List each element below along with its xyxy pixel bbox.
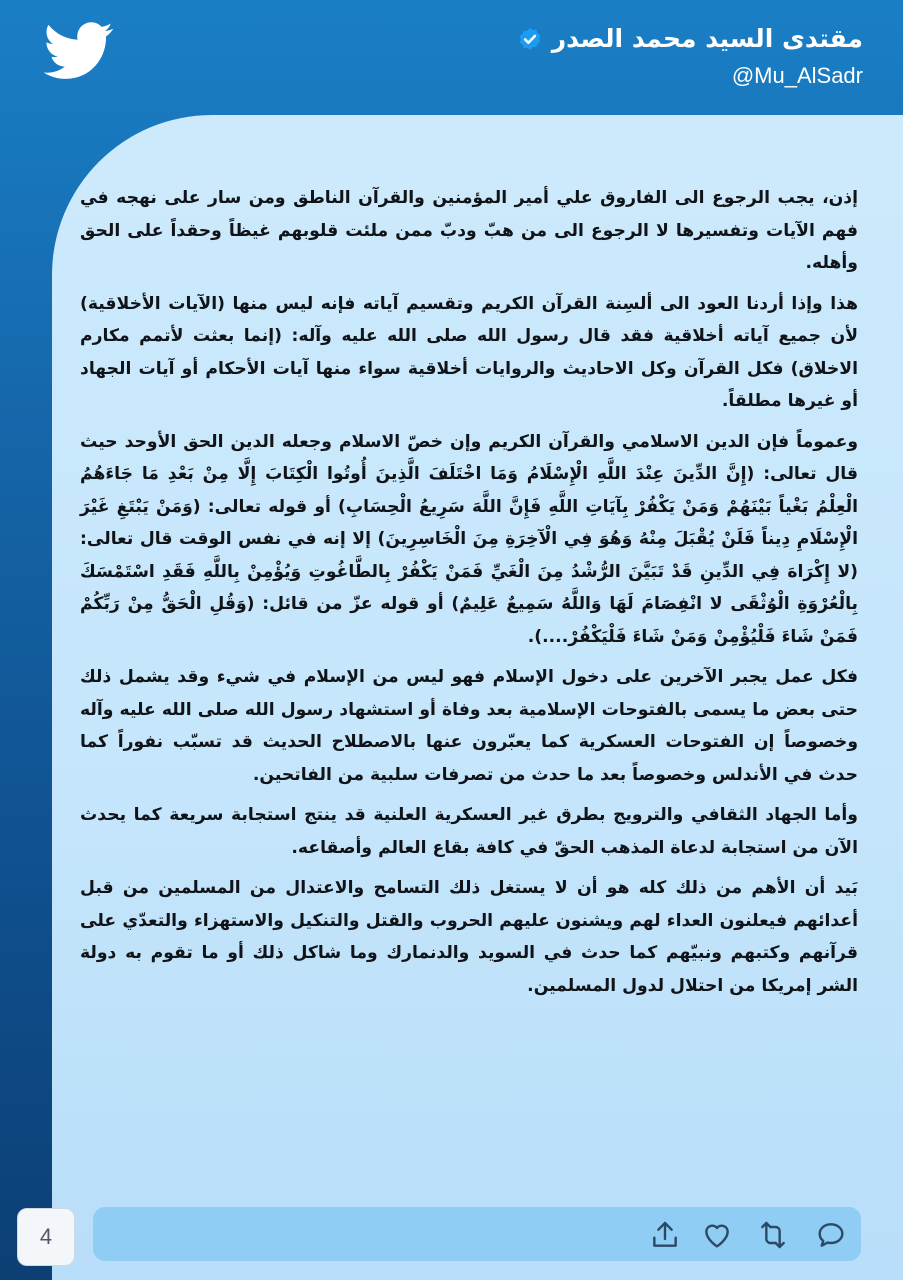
tweet-paragraph: وعموماً فإن الدين الاسلامي والقرآن الكريم وإن خصّ الاسلام وجعله الدين الحق الأوحد حيث قال تعالى: (إِنَّ الدِّينَ عِنْدَ اللَّهِ الْإِسْلَامُ وَمَا اخْتَلَفَ الَّذِينَ أُوتُوا الْكِتَابَ إِلَّا مِنْ بَعْدِ مَا جَاءَهُمُ الْعِلْمُ بَغْياً بَيْنَهُمْ وَمَنْ يَكْفُرْ بِآيَاتِ اللَّهِ فَإِنَّ اللَّهَ سَرِيعُ الْحِسَابِ) أو قوله تعالى: (وَمَنْ يَبْتَغِ غَيْرَ الْإِسْلَامِ دِيناً فَلَنْ يُقْبَلَ مِنْهُ وَهُوَ فِي الْآخِرَةِ مِنَ الْخَاسِرِينَ) إلا إنه في نفس الوقت قال تعالى: (لا إِكْرَاهَ فِي الدِّينِ قَدْ تَبَيَّنَ الرُّشْدُ مِنَ الْغَيِّ فَمَنْ يَكْفُرْ بِالطَّاغُوتِ وَيُؤْمِنْ بِاللَّهِ فَقَدِ اسْتَمْسَكَ بِالْعُرْوَةِ الْوُثْقَى لا انْفِصَامَ لَهَا وَاللَّهُ سَمِيعٌ عَلِيمٌ) أو قوله عزّ من قائل: (وَقُلِ الْحَقُّ مِنْ رَبِّكُمْ فَمَنْ شَاءَ فَلْيُؤْمِنْ وَمَنْ شَاءَ فَلْيَكْفُرْ....). [80, 431, 858, 647]
reply-button[interactable] [815, 1219, 847, 1251]
page-number-badge: 4 [17, 1208, 75, 1266]
tweet-paragraph: فكل عمل يجبر الآخرين على دخول الإسلام فهو ليس من الإسلام في شيء وقد يشمل ذلك حتى بعض ما يسمى بالفتوحات الإسلامية بعد وفاة أو استشهاد رسول الله صلى الله عليه وآله وخصوصاً إن الفتوحات العسكرية كما يعبّرون عنها بالاصطلاح الحديث قد تسبّب نفوراً كما حدث في الأندلس وخصوصاً بعد ما حدث من تصرفات سلبية من الفاتحين. [80, 667, 858, 785]
heart-icon [701, 1219, 733, 1251]
tweet-text [80, 182, 858, 1010]
tweet-paragraph: وأما الجهاد الثقافي والترويج بطرق غير العسكرية العلنية قد ينتج استجابة سريعة كما يحدث الآن من استجابة لدعاة المذهب الحقّ في كافة بقاع العالم وأصقاعه. [80, 805, 858, 858]
like-button[interactable] [701, 1219, 733, 1251]
retweet-icon [757, 1219, 789, 1251]
author-handle[interactable]: @Mu_AlSadr [731, 63, 863, 88]
tweet-paragraph: هذا وإذا أردنا العود الى ألسِنة القرآن الكريم وتقسيم آياته فإنه ليس منها (الآيات الأخلاقية) لأن جميع آياته أخلاقية فقد قال رسول الله صلى الله عليه وآله: (إنما بعثت لأتمم مكارم الاخلاق) فكل القرآن وكل الاحاديث والروايات أخلاقية سواء منها آيات الأحكام أو آيات الجهاد أو غيرها مطلقاً. [80, 293, 858, 411]
reply-icon [815, 1219, 847, 1251]
share-icon [649, 1219, 681, 1251]
share-button[interactable] [649, 1219, 681, 1251]
twitter-bird-icon [44, 22, 114, 80]
retweet-button[interactable] [757, 1219, 789, 1251]
tweet-action-bar [93, 1207, 861, 1261]
tweet-paragraph: بَيد أن الأهم من ذلك كله هو أن لا يستغل ذلك التسامح والاعتدال من المسلمين من قبل أعدائهم فيعلنون العداء لهم ويشنون عليهم الحروب والقتل والتنكيل والاستهزاء والتعدّي على قرآنهم وكتبهم ونبيّهم كما حدث في السويد والدنمارك وما شاكل ذلك أو ما تقوم به دولة الشر إمريكا من احتلال لدول المسلمين. [80, 878, 858, 996]
tweet-paragraph: إذن، يجب الرجوع الى الفاروق علي أمير المؤمنين والقرآن الناطق ومن سار على نهجه في فهم الآيات وتفسيرها لا الرجوع الى من هبّ ودبّ ممن ملئت قلوبهم غيظاً وحقداً على الحق وأهله. [80, 188, 858, 273]
author-name-row [516, 24, 863, 53]
author-name[interactable]: مقتدى السيد محمد الصدر [551, 24, 863, 53]
verified-badge-icon [516, 25, 544, 53]
tweet-author-header [516, 24, 863, 89]
